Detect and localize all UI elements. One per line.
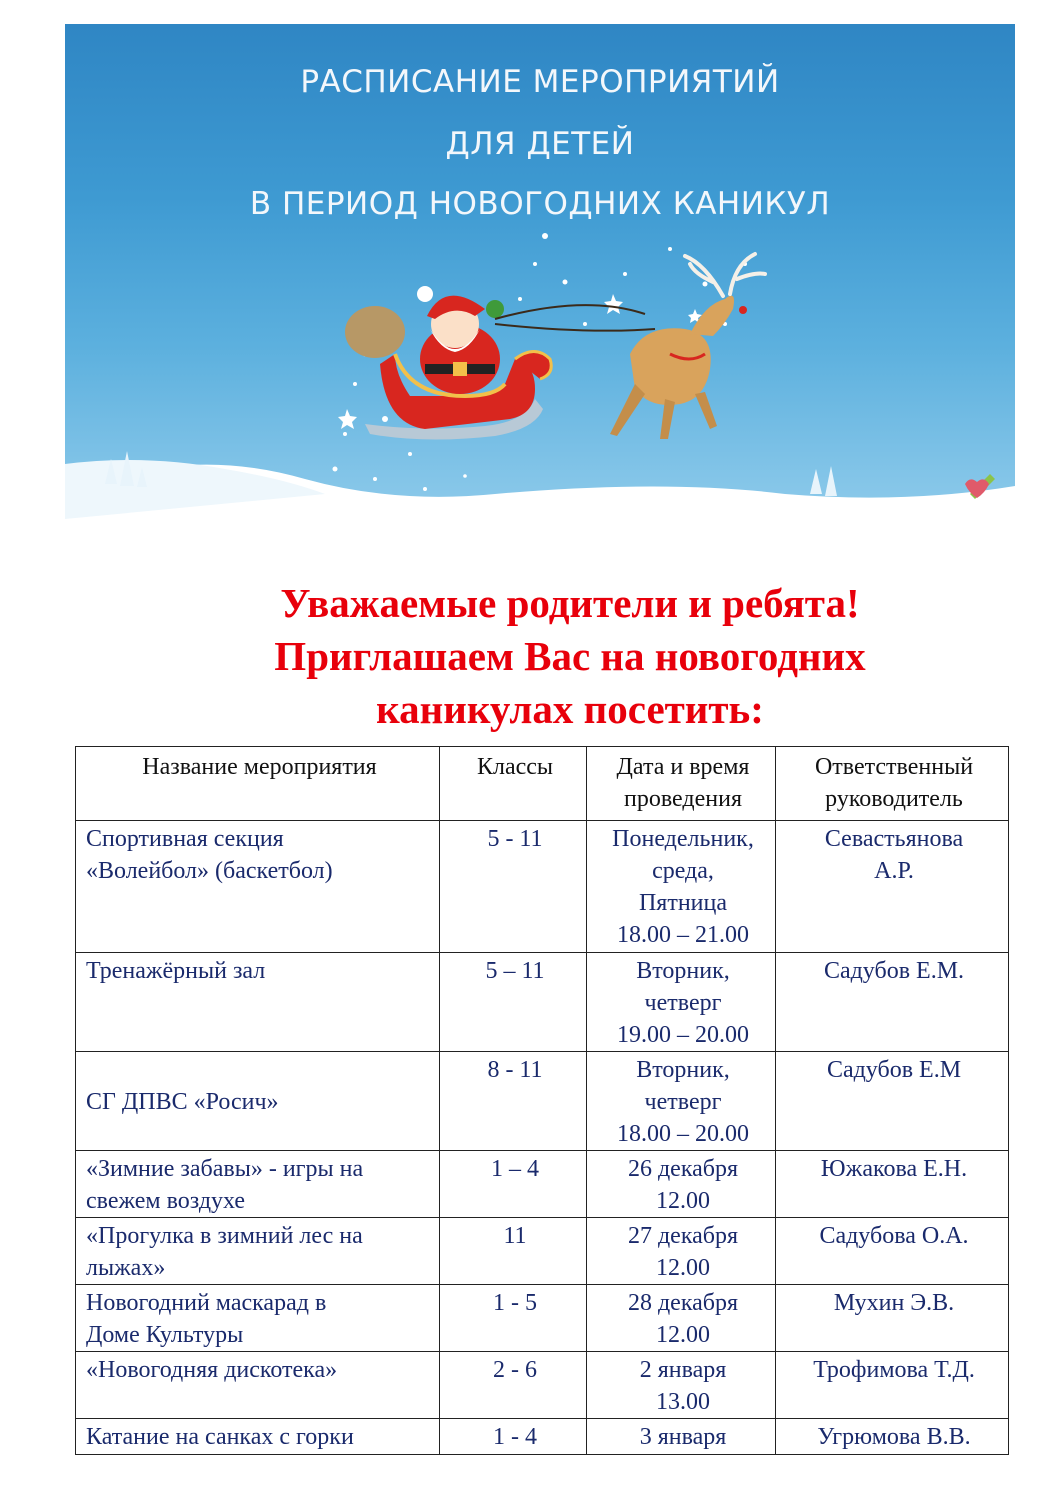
date-time-cell-text: 28 декабря (627, 1290, 739, 1316)
classes-cell (440, 953, 587, 1052)
date-time-cell-text: Вторник, (636, 1057, 730, 1083)
gift-sack (345, 306, 405, 358)
table-row (76, 953, 1009, 1052)
event-name-cell-text: лыжах» (86, 1255, 166, 1281)
classes-cell-text: 5 – 11 (485, 958, 545, 984)
event-name-cell-text: «Прогулка в зимний лес на (86, 1223, 363, 1249)
table-row (76, 1052, 1009, 1151)
santa-sleigh-illustration (65, 24, 1015, 519)
leader-cell (776, 1052, 1009, 1151)
table-row (76, 1285, 1009, 1352)
date-time-cell-text: 26 декабря (627, 1156, 739, 1182)
header-banner (65, 24, 1015, 519)
event-name-cell-text: Спортивная секция (86, 826, 284, 852)
banner-title-line-1: РАСПИСАНИЕ МЕРОПРИЯТИЙ (300, 64, 780, 100)
date-time-cell-text: 27 декабря (627, 1223, 739, 1249)
event-name-cell (76, 1218, 440, 1285)
date-time-cell-text: 3 января (639, 1424, 727, 1450)
invite-line-2: Приглашаем Вас на новогодних (274, 633, 866, 679)
date-time-cell (587, 1151, 776, 1218)
event-name-cell-text: СГ ДПВС «Росич» (86, 1089, 279, 1115)
leader-cell-text: Угрюмова В.В. (817, 1424, 971, 1450)
leader-cell-text: Севастьянова (824, 826, 964, 852)
header-date-time: Дата и время проведения (587, 747, 776, 821)
classes-cell-text: 11 (503, 1223, 527, 1249)
table-header-row (76, 747, 1009, 821)
classes-cell (440, 1352, 587, 1419)
date-time-cell-text: 12.00 (656, 1188, 710, 1214)
table-row (76, 1151, 1009, 1218)
table-body (76, 821, 1009, 1455)
date-time-cell-text: 12.00 (656, 1255, 710, 1281)
date-time-cell-text: четверг (644, 1089, 722, 1115)
header-responsible-leader: Ответственный руководитель (776, 747, 1009, 821)
date-time-cell-text: Пятница (638, 890, 728, 916)
event-name-cell-text: «Волейбол» (баскетбол) (86, 858, 333, 884)
date-time-cell-text: 2 января (639, 1357, 727, 1383)
leader-cell (776, 953, 1009, 1052)
date-time-cell-text: 12.00 (656, 1322, 710, 1348)
classes-cell-text: 1 - 4 (493, 1424, 537, 1450)
classes-cell-text: 1 – 4 (491, 1156, 539, 1182)
leader-cell-text: Садубова О.А. (819, 1223, 969, 1249)
table-row (76, 1352, 1009, 1419)
banner-title-line-2: ДЛЯ ДЕТЕЙ (445, 126, 635, 162)
classes-cell (440, 1052, 587, 1151)
classes-cell-text: 1 - 5 (493, 1290, 537, 1316)
leader-cell-text: А.Р. (874, 858, 914, 884)
event-name-cell (76, 1052, 440, 1151)
events-schedule-table (75, 746, 1009, 1455)
leader-cell (776, 1419, 1009, 1455)
date-time-cell-text: Понедельник, (612, 826, 754, 852)
date-time-cell (587, 1352, 776, 1419)
date-time-cell-text: среда, (652, 858, 714, 884)
event-name-cell-text: Тренажёрный зал (86, 958, 266, 984)
leader-cell-text: Трофимова Т.Д. (813, 1357, 975, 1383)
classes-cell (440, 1218, 587, 1285)
classes-cell (440, 1285, 587, 1352)
classes-cell (440, 1151, 587, 1218)
classes-cell-text: 5 - 11 (487, 826, 543, 852)
reins (495, 305, 645, 319)
santa-figure (417, 286, 504, 394)
leader-cell (776, 821, 1009, 953)
date-time-cell (587, 1285, 776, 1352)
invite-line-3: каникулах посетить: (376, 686, 764, 732)
classes-cell-text: 2 - 6 (493, 1357, 537, 1383)
event-name-cell (76, 1151, 440, 1218)
invite-line-1: Уважаемые родители и ребята! (280, 580, 860, 626)
event-name-cell-text: Катание на санках с горки (86, 1424, 354, 1450)
event-name-cell (76, 1352, 440, 1419)
date-time-cell-text: Вторник, (636, 958, 730, 984)
event-name-cell (76, 1285, 440, 1352)
leader-cell-text: Садубов Е.М (826, 1057, 962, 1083)
date-time-cell (587, 1052, 776, 1151)
event-name-cell-text: свежем воздухе (86, 1188, 246, 1214)
banner-title-line-3: В ПЕРИОД НОВОГОДНИХ КАНИКУЛ (249, 186, 831, 222)
date-time-cell (587, 821, 776, 953)
table-row (76, 1218, 1009, 1285)
header-classes: Классы (440, 747, 587, 821)
date-time-cell-text: четверг (644, 990, 722, 1016)
date-time-cell (587, 1218, 776, 1285)
date-time-cell-text: 18.00 – 20.00 (617, 1121, 749, 1147)
leader-cell-text: Садубов Е.М. (823, 958, 965, 984)
date-time-cell-text: 13.00 (656, 1389, 710, 1415)
classes-cell (440, 1419, 587, 1455)
date-time-cell-text: 19.00 – 20.00 (617, 1022, 749, 1048)
leader-cell-text: Южакова Е.Н. (820, 1156, 968, 1182)
event-name-cell (76, 953, 440, 1052)
header-event-name: Название мероприятия (76, 747, 440, 821)
event-name-cell (76, 1419, 440, 1455)
leader-cell (776, 1151, 1009, 1218)
classes-cell (440, 821, 587, 953)
event-name-cell (76, 821, 440, 953)
event-name-cell-text: «Зимние забавы» - игры на (86, 1156, 364, 1182)
leader-cell (776, 1352, 1009, 1419)
event-name-cell-text: «Новогодняя дискотека» (86, 1357, 338, 1383)
leader-cell-text: Мухин Э.В. (833, 1290, 955, 1316)
classes-cell-text: 8 - 11 (487, 1057, 543, 1083)
leader-cell (776, 1285, 1009, 1352)
reindeer-figure (610, 254, 765, 439)
date-time-cell (587, 1419, 776, 1455)
event-name-cell-text: Новогодний маскарад в (86, 1290, 327, 1316)
table-row (76, 821, 1009, 953)
date-time-cell (587, 953, 776, 1052)
table-row (76, 1419, 1009, 1455)
date-time-cell-text: 18.00 – 21.00 (617, 922, 749, 948)
leader-cell (776, 1218, 1009, 1285)
event-name-cell-text: Доме Культуры (86, 1322, 244, 1348)
